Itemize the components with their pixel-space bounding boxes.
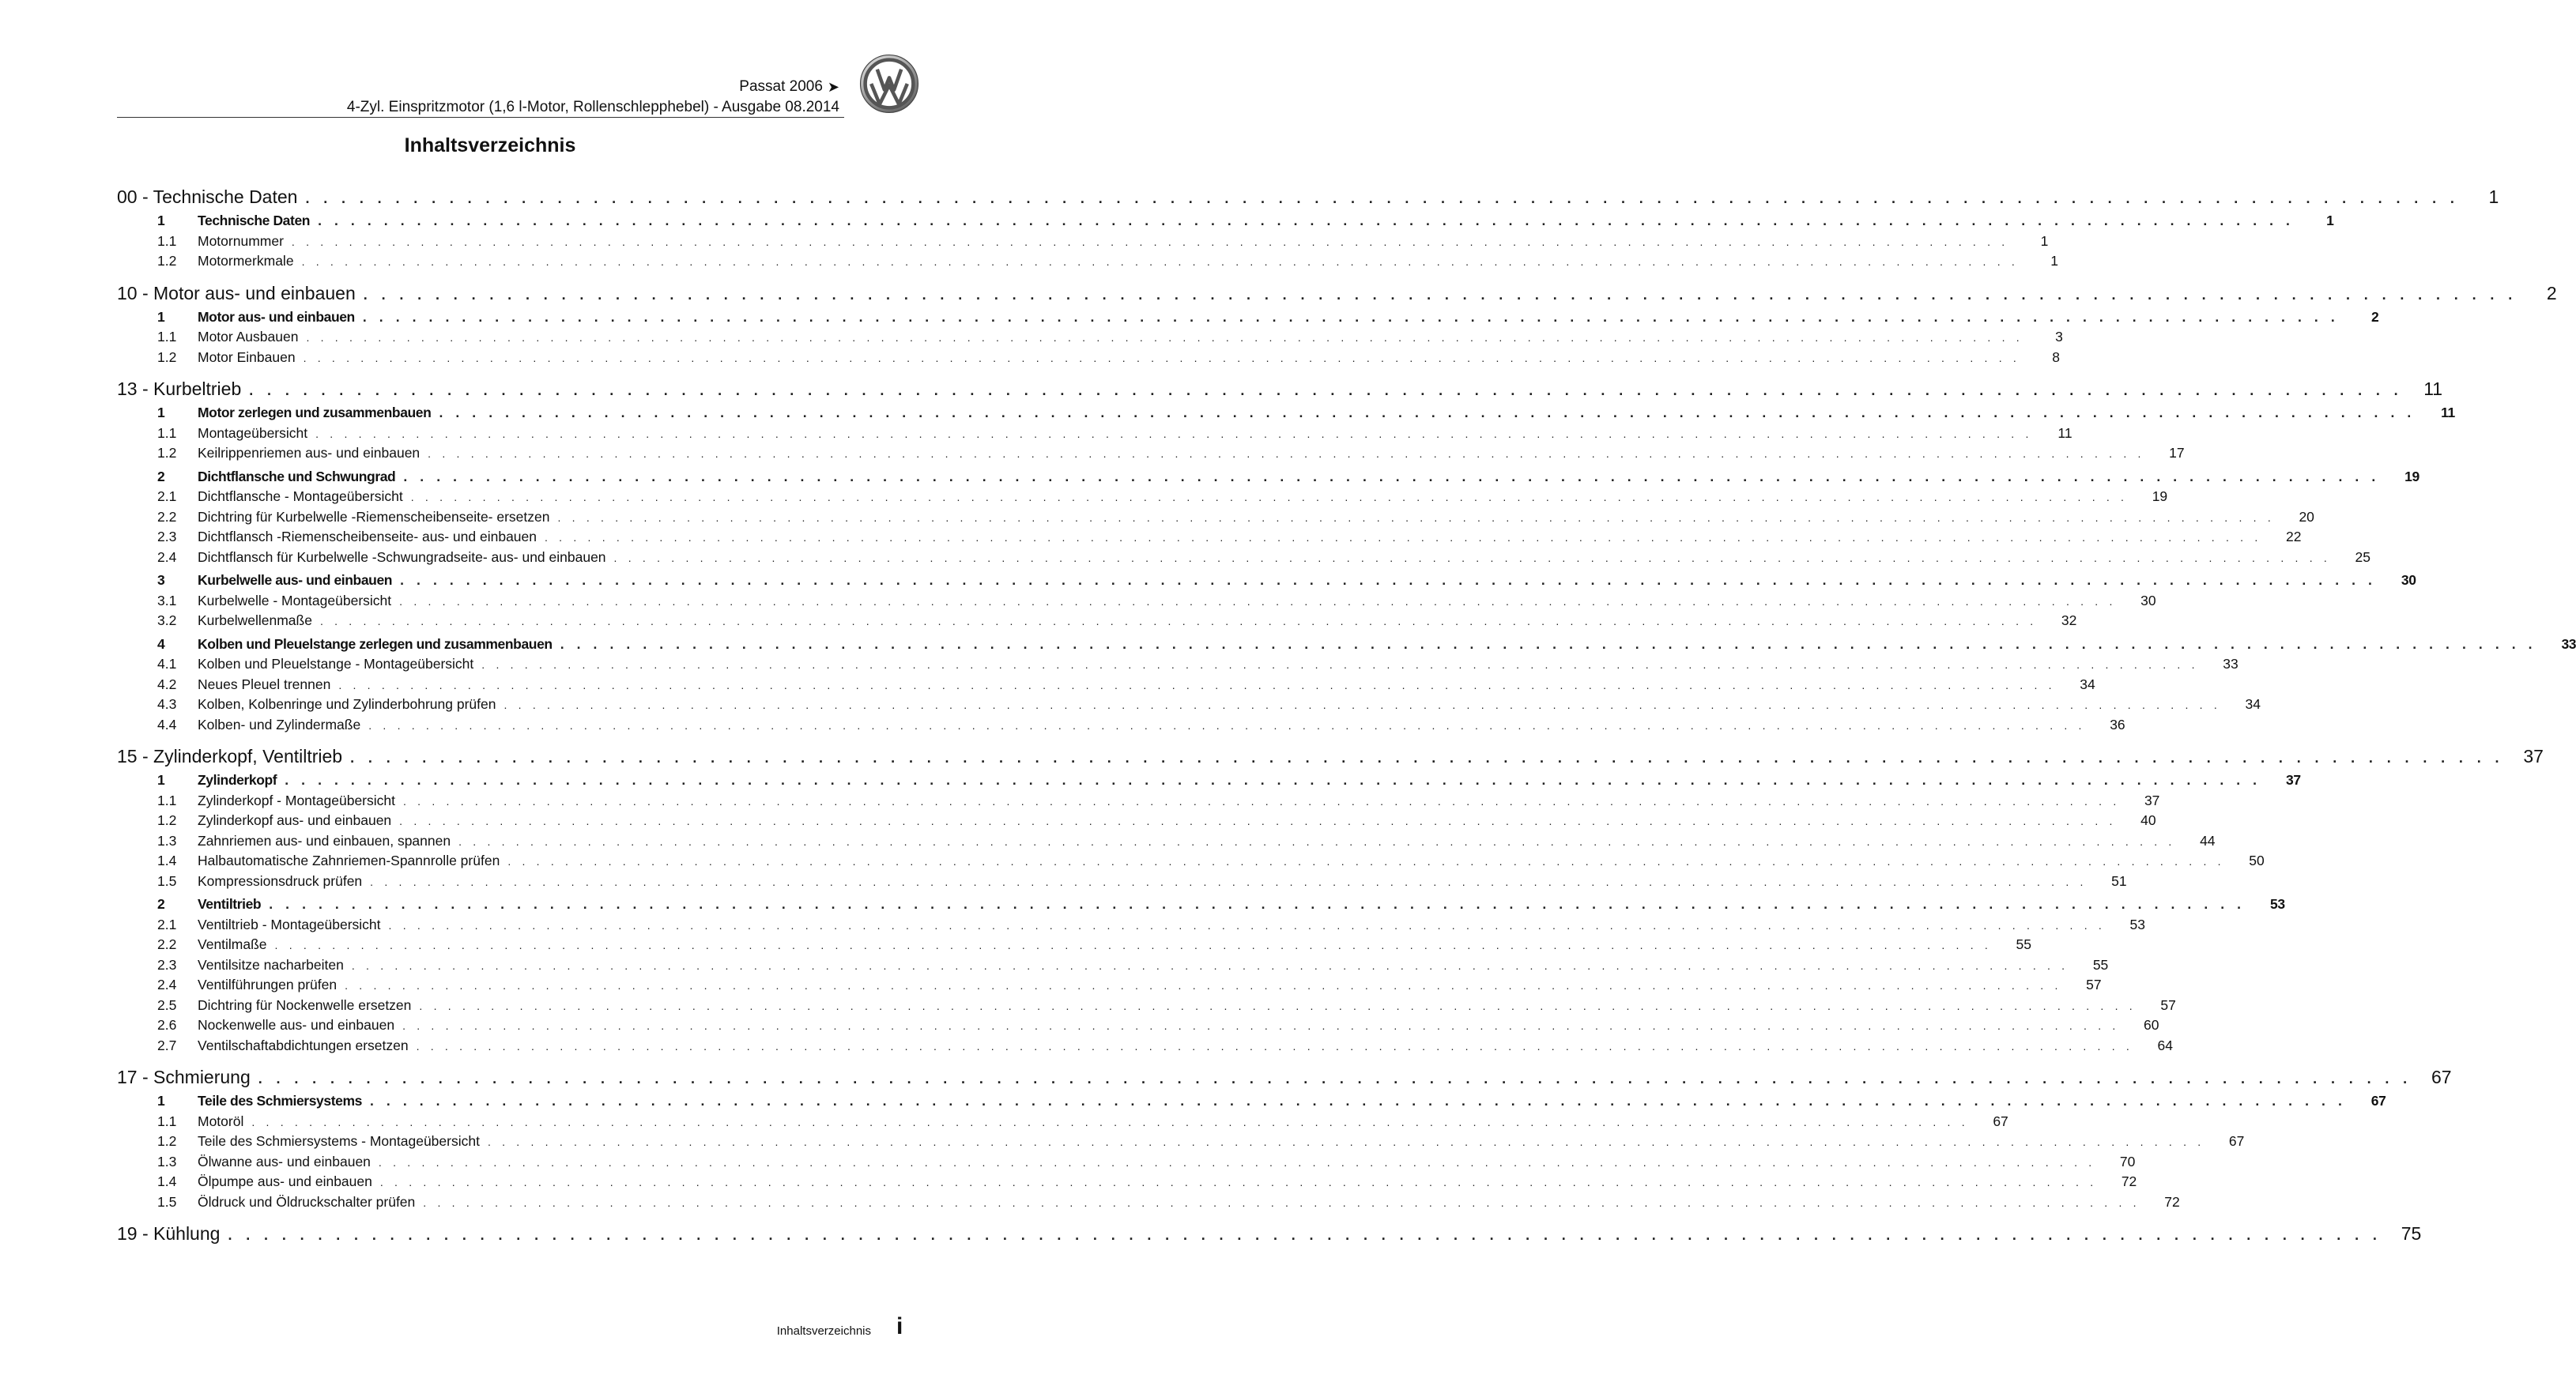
toc-leader-dots: . . . . . . . . . . . . . . . . . . . . . . . . . . . . . . . . . . . . . . . . . . . . . . . . . . . . . . . . . . . . . . . . . . . . . . . . . . . . . . . . . . . . . . . . . . . . . . . . . . . . . . . . . . . . . . . . . . . . . . . . bbox=[379, 1176, 2098, 1188]
toc-subsection[interactable] bbox=[117, 508, 2314, 529]
toc-number: 3.2 bbox=[157, 612, 177, 628]
toc-number: 3 bbox=[157, 572, 165, 588]
toc-subsection[interactable] bbox=[117, 1037, 2174, 1058]
toc-number: 1 bbox=[157, 308, 165, 325]
toc-page-number: 44 bbox=[2200, 832, 2216, 849]
toc-title: Kompressionsdruck prüfen bbox=[198, 872, 363, 889]
toc-title: Motor Einbauen bbox=[198, 348, 296, 365]
arrow-right-icon[interactable]: ➤ bbox=[827, 78, 839, 95]
toc-leader-dots: . . . . . . . . . . . . . . . . . . . . . . . . . . . . . . . . . . . . . . . . . . . . . . . . . . . . . . . . . . . . . . . . . . . . . . . . . . . . . . . . . . . . . . . . . . . . . . . . . . . . . . . . . . . . . . . . . . . . . . . . bbox=[369, 1093, 2347, 1109]
toc-title: Teile des Schmiersystems - Montageübersicht bbox=[198, 1133, 480, 1149]
toc-title: Ventiltrieb - Montageübersicht bbox=[198, 916, 381, 932]
footer-page-number: i bbox=[896, 1313, 903, 1339]
toc-title: Kurbelwelle - Montageübersicht bbox=[198, 592, 392, 608]
toc-subsection[interactable] bbox=[117, 529, 2302, 549]
toc-leader-dots: . . . . . . . . . . . . . . . . . . . . . . . . . . . . . . . . . . . . . . . . . . . . . . . . . . . . . . . . . . . . . . . . . . . . . . . . . . . . . . . . . . . . . . . . . . . . . . . . . . . . . . . . . . . . . . . . . . . . . . . . bbox=[319, 615, 2038, 627]
toc-title: Motor aus- und einbauen bbox=[198, 308, 355, 325]
toc-leader-dots: . . . . . . . . . . . . . . . . . . . . . . . . . . . . . . . . . . . . . . . . . . . . . . . . . . . . . . . . . . . . . . . . . . . . . . . . . . . . . . . . . . . . . . . . . . . . . . . . . . . . . . . . . . . . . . . . . . . . . . . . bbox=[557, 510, 2275, 524]
toc-subsection[interactable] bbox=[117, 676, 2095, 697]
toc-number: 1.1 bbox=[157, 232, 177, 249]
toc-subsection[interactable] bbox=[117, 696, 2261, 717]
toc-page-number: 36 bbox=[2110, 716, 2125, 733]
header-divider bbox=[117, 117, 844, 118]
toc-page-number: 2 bbox=[2546, 282, 2557, 303]
toc-number: 1.2 bbox=[157, 253, 177, 269]
toc-title: Dichtflansche und Schwungrad bbox=[198, 468, 396, 484]
toc-subsection[interactable] bbox=[117, 348, 2060, 370]
toc-page-number: 53 bbox=[2129, 916, 2145, 932]
toc-page-number: 53 bbox=[2269, 896, 2285, 912]
toc-number: 3.1 bbox=[157, 592, 177, 608]
toc-title: 19 - Kühlung bbox=[117, 1223, 221, 1244]
toc-number: 1 bbox=[157, 405, 165, 420]
toc-title: Motornummer bbox=[198, 232, 284, 249]
toc-page-number: 1 bbox=[2488, 186, 2499, 207]
toc-title: Zahnriemen aus- und einbauen, spannen bbox=[198, 832, 451, 849]
header-subtitle: 4-Zyl. Einspritzmotor (1,6 l-Motor, Rollenschlepphebel) - Ausgabe 08.2014 bbox=[346, 99, 839, 115]
toc-subsection[interactable] bbox=[117, 936, 2031, 957]
toc-chapter[interactable] bbox=[117, 379, 2443, 402]
toc-page-number: 37 bbox=[2144, 792, 2160, 808]
toc-title: Motor zerlegen und zusammenbauen bbox=[198, 405, 432, 420]
toc-leader-dots: . . . . . . . . . . . . . . . . . . . . . . . . . . . . . . . . . . . . . . . . . . . . . . . . . . . . . . . . . . . . . . . . . . . . . . . . . . . . . . . . . . . . . . . . . . . . . . . . . . . . . . . . . . . . . . . . . . . . . . . . bbox=[400, 572, 2377, 588]
toc-title: Nockenwelle aus- und einbauen bbox=[198, 1017, 395, 1033]
toc-number: 2.3 bbox=[157, 956, 177, 973]
toc-page-number: 51 bbox=[2111, 872, 2127, 889]
page-title: Inhaltsverzeichnis bbox=[404, 134, 576, 156]
toc-leader-dots: . . . . . . . . . . . . . . . . . . . . . . . . . . . . . . . . . . . . . . . . . . . . . . . . . . . . . . . . . . . . . . . . . . . . . . . . . . . . . . . . . . . . . . . . . . . . . . . . . . . . . . . . . . . . . . . . . . . . . . . . bbox=[301, 255, 2019, 268]
toc-page-number: 37 bbox=[2285, 772, 2301, 788]
toc-title: Motoröl bbox=[198, 1113, 244, 1129]
toc-leader-dots: . . . . . . . . . . . . . . . . . . . . . . . . . . . . . . . . . . . . . . . . . . . . . . . . . . . . . . . . . . . . . . . . . . . . . . . . . . . . . . . . . . . . . . . . . . . . . . . . . . . . . . . . . . . . . . . . . . . . . . . . bbox=[351, 959, 2069, 972]
toc-leader-dots: . . . . . . . . . . . . . . . . . . . . . . . . . . . . . . . . . . . . . . . . . . . . . . . . . . . . . . . . . . . . . . . . . . . . . . . . . . . . . . . . . . . . . . . . . . . . . . . . . . . . . . . . . . . . . . . . . . . . . . . . bbox=[402, 794, 2121, 808]
toc-leader-dots: . . . . . . . . . . . . . . . . . . . . . . . . . . . . . . . . . . . . . . . . . . . . . . . . . . . . . . . . . . . . . . . . . . . . . . . . . . . . . . . . . . . . . . . . . . . . . . . . . . . . . . . . . . . . . . . . . . . . . . . . bbox=[368, 718, 2086, 732]
toc-leader-dots: . . . . . . . . . . . . . . . . . . . . . . . . . . . . . . . . . . . . . . . . . . . . . . . . . . . . . . . . . . . . . . . . . . . . . . . . . . . . . . . . . . . . . . . . . . . . . . . . . . . . . . . . . . . . . . . . . . . . . . . . bbox=[419, 999, 2137, 1012]
toc-leader-dots: . . . . . . . . . . . . . . . . . . . . . . . . . . . . . . . . . . . . . . . . . . . . . . . . . . . . . . . . . . . . . . . . . . . . . . . . . . . . . . . . . . . . . . . . . . . . . . . . . . . . . . . . . . . . . . . . . . . . . . . . bbox=[258, 1071, 2412, 1087]
toc-leader-dots: . . . . . . . . . . . . . . . . . . . . . . . . . . . . . . . . . . . . . . . . . . . . . . . . . . . . . . . . . . . . . . . . . . . . . . . . . . . . . . . . . . . . . . . . . . . . . . . . . . . . . . . . . . . . . . . . . . . . . . . . bbox=[251, 1115, 1969, 1128]
toc-leader-dots: . . . . . . . . . . . . . . . . . . . . . . . . . . . . . . . . . . . . . . . . . . . . . . . . . . . . . . . . . . . . . . . . . . . . . . . . . . . . . . . . . . . . . . . . . . . . . . . . . . . . . . . . . . . . . . . . . . . . . . . . bbox=[370, 875, 2088, 888]
toc-number: 2.7 bbox=[157, 1037, 177, 1053]
toc-number: 1.2 bbox=[157, 348, 177, 365]
toc-section[interactable] bbox=[117, 896, 2285, 917]
toc-page-number: 75 bbox=[2401, 1223, 2422, 1244]
toc-leader-dots: . . . . . . . . . . . . . . . . . . . . . . . . . . . . . . . . . . . . . . . . . . . . . . . . . . . . . . . . . . . . . . . . . . . . . . . . . . . . . . . . . . . . . . . . . . . . . . . . . . . . . . . . . . . . . . . . . . . . . . . . bbox=[338, 678, 2056, 691]
toc-title: Dichtflansch -Riemenscheibenseite- aus- und einbauen bbox=[198, 529, 537, 544]
toc-page-number: 34 bbox=[2245, 696, 2261, 712]
toc-number: 1.3 bbox=[157, 832, 177, 849]
toc-subsection[interactable] bbox=[117, 996, 2176, 1018]
toc-subsection[interactable] bbox=[117, 253, 2058, 273]
toc-title: Dichtring für Nockenwelle ersetzen bbox=[198, 996, 412, 1013]
toc-page-number: 30 bbox=[2401, 572, 2416, 588]
toc-page-number: 57 bbox=[2160, 996, 2176, 1013]
toc-section[interactable] bbox=[117, 468, 2419, 489]
toc-page-number: 40 bbox=[2140, 812, 2156, 828]
toc-page-number: 3 bbox=[2055, 329, 2063, 345]
toc-page-number: 67 bbox=[2228, 1133, 2245, 1149]
toc-page-number: 11 bbox=[2441, 405, 2455, 420]
toc-page-number: 33 bbox=[2223, 656, 2238, 672]
toc-subsection[interactable] bbox=[117, 424, 2072, 446]
toc-subsection[interactable] bbox=[117, 916, 2145, 937]
toc-number: 1.1 bbox=[157, 424, 177, 441]
toc-title: 17 - Schmierung bbox=[117, 1067, 251, 1087]
toc-leader-dots: . . . . . . . . . . . . . . . . . . . . . . . . . . . . . . . . . . . . . . . . . . . . . . . . . . . . . . . . . . . . . . . . . . . . . . . . . . . . . . . . . . . . . . . . . . . . . . . . . . . . . . . . . . . . . . . . . . . . . . . . bbox=[350, 750, 2504, 766]
toc-title: Neues Pleuel trennen bbox=[198, 676, 331, 692]
toc-leader-dots: . . . . . . . . . . . . . . . . . . . . . . . . . . . . . . . . . . . . . . . . . . . . . . . . . . . . . . . . . . . . . . . . . . . . . . . . . . . . . . . . . . . . . . . . . . . . . . . . . . . . . . . . . . . . . . . . . . . . . . . . bbox=[249, 382, 2404, 398]
toc-section[interactable] bbox=[117, 772, 2301, 793]
toc-number: 1.2 bbox=[157, 1133, 177, 1149]
toc-leader-dots: . . . . . . . . . . . . . . . . . . . . . . . . . . . . . . . . . . . . . . . . . . . . . . . . . . . . . . . . . . . . . . . . . . . . . . . . . . . . . . . . . . . . . . . . . . . . . . . . . . . . . . . . . . . . . . . . . . . . . . . . bbox=[560, 635, 2537, 652]
toc-page-number: 55 bbox=[2016, 936, 2031, 952]
toc-page-number: 1 bbox=[2050, 253, 2058, 269]
toc-subsection[interactable] bbox=[117, 488, 2168, 509]
toc-number: 1.3 bbox=[157, 1153, 177, 1169]
toc-leader-dots: . . . . . . . . . . . . . . . . . . . . . . . . . . . . . . . . . . . . . . . . . . . . . . . . . . . . . . . . . . . . . . . . . . . . . . . . . . . . . . . . . . . . . . . . . . . . . . . . . . . . . . . . . . . . . . . . . . . . . . . . bbox=[291, 235, 2009, 248]
toc-page-number: 64 bbox=[2157, 1037, 2174, 1053]
toc-leader-dots: . . . . . . . . . . . . . . . . . . . . . . . . . . . . . . . . . . . . . . . . . . . . . . . . . . . . . . . . . . . . . . . . . . . . . . . . . . . . . . . . . . . . . . . . . . . . . . . . . . . . . . . . . . . . . . . . . . . . . . . . bbox=[416, 1039, 2134, 1053]
toc-title: 13 - Kurbeltrieb bbox=[117, 379, 242, 399]
toc-subsection[interactable] bbox=[117, 853, 2265, 873]
toc-chapter[interactable] bbox=[117, 746, 2544, 770]
toc-subsection[interactable] bbox=[117, 548, 2370, 570]
toc-subsection[interactable] bbox=[117, 1153, 2136, 1174]
toc-subsection[interactable] bbox=[117, 1017, 2159, 1038]
toc-subsection[interactable] bbox=[117, 1133, 2245, 1154]
header-model-text: Passat 2006 bbox=[739, 78, 823, 95]
toc-subsection[interactable] bbox=[117, 445, 2185, 465]
toc-title: Montageübersicht bbox=[198, 424, 308, 441]
toc-title: Motor Ausbauen bbox=[198, 329, 299, 345]
toc-page-number: 72 bbox=[2121, 1173, 2137, 1189]
toc-number: 4.3 bbox=[157, 696, 177, 712]
toc-title: Ventilführungen prüfen bbox=[198, 977, 338, 992]
toc-title: Ventilmaße bbox=[198, 936, 267, 952]
toc-page-number: 19 bbox=[2404, 468, 2419, 484]
toc-leader-dots: . . . . . . . . . . . . . . . . . . . . . . . . . . . . . . . . . . . . . . . . . . . . . . . . . . . . . . . . . . . . . . . . . . . . . . . . . . . . . . . . . . . . . . . . . . . . . . . . . . . . . . . . . . . . . . . . . . . . . . . . bbox=[303, 351, 2020, 364]
toc-leader-dots: . . . . . . . . . . . . . . . . . . . . . . . . . . . . . . . . . . . . . . . . . . . . . . . . . . . . . . . . . . . . . . . . . . . . . . . . . . . . . . . . . . . . . . . . . . . . . . . . . . . . . . . . . . . . . . . . . . . . . . . . bbox=[399, 594, 2117, 608]
toc-subsection[interactable] bbox=[117, 956, 2109, 977]
toc-page-number: 33 bbox=[2561, 635, 2576, 652]
toc-subsection[interactable] bbox=[117, 656, 2238, 676]
toc-title: Ventiltrieb bbox=[198, 896, 262, 912]
toc-leader-dots: . . . . . . . . . . . . . . . . . . . . . . . . . . . . . . . . . . . . . . . . . . . . . . . . . . . . . . . . . . . . . . . . . . . . . . . . . . . . . . . . . . . . . . . . . . . . . . . . . . . . . . . . . . . . . . . . . . . . . . . . bbox=[269, 896, 2246, 912]
toc-title: Zylinderkopf - Montageübersicht bbox=[198, 792, 395, 808]
toc-leader-dots: . . . . . . . . . . . . . . . . . . . . . . . . . . . . . . . . . . . . . . . . . . . . . . . . . . . . . . . . . . . . . . . . . . . . . . . . . . . . . . . . . . . . . . . . . . . . . . . . . . . . . . . . . . . . . . . . . . . . . . . . bbox=[481, 658, 2199, 671]
toc-subsection[interactable] bbox=[117, 1113, 2008, 1134]
toc-leader-dots: . . . . . . . . . . . . . . . . . . . . . . . . . . . . . . . . . . . . . . . . . . . . . . . . . . . . . . . . . . . . . . . . . . . . . . . . . . . . . . . . . . . . . . . . . . . . . . . . . . . . . . . . . . . . . . . . . . . . . . . . bbox=[403, 468, 2380, 484]
toc-leader-dots: . . . . . . . . . . . . . . . . . . . . . . . . . . . . . . . . . . . . . . . . . . . . . . . . . . . . . . . . . . . . . . . . . . . . . . . . . . . . . . . . . . . . . . . . . . . . . . . . . . . . . . . . . . . . . . . . . . . . . . . . bbox=[362, 308, 2340, 325]
toc-chapter[interactable] bbox=[117, 282, 2557, 307]
toc-number: 1.1 bbox=[157, 792, 177, 808]
toc-subsection[interactable] bbox=[117, 329, 2063, 349]
toc-leader-dots: . . . . . . . . . . . . . . . . . . . . . . . . . . . . . . . . . . . . . . . . . . . . . . . . . . . . . . . . . . . . . . . . . . . . . . . . . . . . . . . . . . . . . . . . . . . . . . . . . . . . . . . . . . . . . . . . . . . . . . . . bbox=[410, 491, 2129, 503]
toc-section[interactable] bbox=[117, 405, 2455, 425]
toc-leader-dots: . . . . . . . . . . . . . . . . . . . . . . . . . . . . . . . . . . . . . . . . . . . . . . . . . . . . . . . . . . . . . . . . . . . . . . . . . . . . . . . . . . . . . . . . . . . . . . . . . . . . . . . . . . . . . . . . . . . . . . . . bbox=[363, 286, 2518, 303]
toc-title: 00 - Technische Daten bbox=[117, 186, 298, 207]
toc-title: Zylinderkopf bbox=[198, 772, 277, 788]
toc-title: Keilrippenriemen aus- und einbauen bbox=[198, 445, 421, 461]
toc-subsection[interactable] bbox=[117, 872, 2127, 894]
toc-title: Teile des Schmiersystems bbox=[198, 1093, 362, 1109]
toc-leader-dots: . . . . . . . . . . . . . . . . . . . . . . . . . . . . . . . . . . . . . . . . . . . . . . . . . . . . . . . . . . . . . . . . . . . . . . . . . . . . . . . . . . . . . . . . . . . . . . . . . . . . . . . . . . . . . . . . . . . . . . . . bbox=[504, 699, 2221, 711]
toc-leader-dots: . . . . . . . . . . . . . . . . . . . . . . . . . . . . . . . . . . . . . . . . . . . . . . . . . . . . . . . . . . . . . . . . . . . . . . . . . . . . . . . . . . . . . . . . . . . . . . . . . . . . . . . . . . . . . . . . . . . . . . . . bbox=[306, 331, 2023, 344]
toc-number: 2.5 bbox=[157, 996, 177, 1013]
toc-subsection[interactable] bbox=[117, 832, 2216, 853]
toc-subsection[interactable] bbox=[117, 232, 2049, 254]
toc-page-number: 67 bbox=[1993, 1113, 2008, 1129]
toc-title: Ventilsitze nacharbeiten bbox=[198, 956, 344, 973]
toc-leader-dots: . . . . . . . . . . . . . . . . . . . . . . . . . . . . . . . . . . . . . . . . . . . . . . . . . . . . . . . . . . . . . . . . . . . . . . . . . . . . . . . . . . . . . . . . . . . . . . . . . . . . . . . . . . . . . . . . . . . . . . . . bbox=[285, 772, 2261, 788]
toc-number: 1.5 bbox=[157, 1193, 177, 1210]
toc-leader-dots: . . . . . . . . . . . . . . . . . . . . . . . . . . . . . . . . . . . . . . . . . . . . . . . . . . . . . . . . . . . . . . . . . . . . . . . . . . . . . . . . . . . . . . . . . . . . . . . . . . . . . . . . . . . . . . . . . . . . . . . . bbox=[388, 918, 2106, 932]
toc-title: Kolben und Pleuelstange zerlegen und zusammenbauen bbox=[198, 635, 553, 652]
toc-number: 4.2 bbox=[157, 676, 177, 692]
toc-subsection[interactable] bbox=[117, 612, 2077, 633]
toc-title: Kolben, Kolbenringe und Zylinderbohrung prüfen bbox=[198, 696, 496, 712]
toc-page-number: 19 bbox=[2152, 488, 2168, 504]
toc-number: 1.1 bbox=[157, 1113, 177, 1129]
toc-number: 1.5 bbox=[157, 872, 177, 889]
toc-subsection[interactable] bbox=[117, 1173, 2137, 1194]
toc-leader-dots: . . . . . . . . . . . . . . . . . . . . . . . . . . . . . . . . . . . . . . . . . . . . . . . . . . . . . . . . . . . . . . . . . . . . . . . . . . . . . . . . . . . . . . . . . . . . . . . . . . . . . . . . . . . . . . . . . . . . . . . . bbox=[487, 1136, 2205, 1148]
toc-page-number: 32 bbox=[2061, 612, 2077, 628]
toc-leader-dots: . . . . . . . . . . . . . . . . . . . . . . . . . . . . . . . . . . . . . . . . . . . . . . . . . . . . . . . . . . . . . . . . . . . . . . . . . . . . . . . . . . . . . . . . . . . . . . . . . . . . . . . . . . . . . . . . . . . . . . . . bbox=[318, 213, 2295, 228]
toc-title: Ölwanne aus- und einbauen bbox=[198, 1153, 371, 1169]
toc-page-number: 1 bbox=[2040, 232, 2049, 249]
header-model bbox=[739, 78, 839, 96]
toc-page-number: 20 bbox=[2299, 508, 2314, 525]
toc-title: 10 - Motor aus- und einbauen bbox=[117, 282, 356, 303]
toc-page-number: 37 bbox=[2523, 746, 2544, 766]
toc-leader-dots: . . . . . . . . . . . . . . . . . . . . . . . . . . . . . . . . . . . . . . . . . . . . . . . . . . . . . . . . . . . . . . . . . . . . . . . . . . . . . . . . . . . . . . . . . . . . . . . . . . . . . . . . . . . . . . . . . . . . . . . . bbox=[613, 551, 2331, 564]
toc-page-number: 22 bbox=[2285, 529, 2302, 544]
toc-number: 2.1 bbox=[157, 488, 177, 504]
toc-title: Technische Daten bbox=[198, 213, 311, 228]
toc-title: Zylinderkopf aus- und einbauen bbox=[198, 812, 392, 828]
vw-logo bbox=[859, 54, 919, 114]
toc-page-number: 11 bbox=[2057, 424, 2072, 441]
toc-title: Motormerkmale bbox=[198, 253, 294, 269]
toc-title: Dichtflansche - Montageübersicht bbox=[198, 488, 403, 504]
toc-page-number: 8 bbox=[2052, 348, 2060, 365]
toc-number: 1 bbox=[157, 1093, 165, 1109]
toc-section[interactable] bbox=[117, 213, 2334, 233]
toc-leader-dots: . . . . . . . . . . . . . . . . . . . . . . . . . . . . . . . . . . . . . . . . . . . . . . . . . . . . . . . . . . . . . . . . . . . . . . . . . . . . . . . . . . . . . . . . . . . . . . . . . . . . . . . . . . . . . . . . . . . . . . . . bbox=[423, 1196, 2140, 1209]
toc-leader-dots: . . . . . . . . . . . . . . . . . . . . . . . . . . . . . . . . . . . . . . . . . . . . . . . . . . . . . . . . . . . . . . . . . . . . . . . . . . . . . . . . . . . . . . . . . . . . . . . . . . . . . . . . . . . . . . . . . . . . . . . . bbox=[315, 427, 2033, 440]
toc-number: 1.2 bbox=[157, 445, 177, 461]
toc-title: Dichtflansch für Kurbelwelle -Schwungradseite- aus- und einbauen bbox=[198, 548, 606, 565]
toc-section[interactable] bbox=[117, 308, 2379, 330]
toc-number: 2.6 bbox=[157, 1017, 177, 1033]
toc-number: 1.1 bbox=[157, 329, 177, 345]
toc-title: Ventilschaftabdichtungen ersetzen bbox=[198, 1037, 409, 1053]
toc-leader-dots: . . . . . . . . . . . . . . . . . . . . . . . . . . . . . . . . . . . . . . . . . . . . . . . . . . . . . . . . . . . . . . . . . . . . . . . . . . . . . . . . . . . . . . . . . . . . . . . . . . . . . . . . . . . . . . . . . . . . . . . . bbox=[305, 190, 2460, 206]
toc-subsection[interactable] bbox=[117, 792, 2160, 813]
toc-number: 2.2 bbox=[157, 936, 177, 952]
toc-number: 4 bbox=[157, 635, 165, 652]
toc-chapter[interactable] bbox=[117, 1223, 2422, 1247]
toc-number: 1.4 bbox=[157, 853, 177, 868]
toc-page-number: 57 bbox=[2086, 977, 2102, 992]
toc-leader-dots: . . . . . . . . . . . . . . . . . . . . . . . . . . . . . . . . . . . . . . . . . . . . . . . . . . . . . . . . . . . . . . . . . . . . . . . . . . . . . . . . . . . . . . . . . . . . . . . . . . . . . . . . . . . . . . . . . . . . . . . . bbox=[507, 855, 2225, 868]
toc-page-number: 55 bbox=[2092, 956, 2109, 973]
toc-section[interactable] bbox=[117, 635, 2576, 657]
toc-subsection[interactable] bbox=[117, 592, 2156, 613]
toc-leader-dots: . . . . . . . . . . . . . . . . . . . . . . . . . . . . . . . . . . . . . . . . . . . . . . . . . . . . . . . . . . . . . . . . . . . . . . . . . . . . . . . . . . . . . . . . . . . . . . . . . . . . . . . . . . . . . . . . . . . . . . . . bbox=[439, 405, 2416, 420]
toc-leader-dots: . . . . . . . . . . . . . . . . . . . . . . . . . . . . . . . . . . . . . . . . . . . . . . . . . . . . . . . . . . . . . . . . . . . . . . . . . . . . . . . . . . . . . . . . . . . . . . . . . . . . . . . . . . . . . . . . . . . . . . . . bbox=[458, 834, 2176, 848]
toc-subsection[interactable] bbox=[117, 716, 2125, 737]
table-of-contents bbox=[117, 186, 2576, 1249]
toc-number: 2.2 bbox=[157, 508, 177, 525]
toc-subsection[interactable] bbox=[117, 977, 2102, 997]
toc-subsection[interactable] bbox=[117, 812, 2156, 833]
toc-title: Kolben und Pleuelstange - Montageübersicht bbox=[198, 656, 474, 672]
toc-leader-dots: . . . . . . . . . . . . . . . . . . . . . . . . . . . . . . . . . . . . . . . . . . . . . . . . . . . . . . . . . . . . . . . . . . . . . . . . . . . . . . . . . . . . . . . . . . . . . . . . . . . . . . . . . . . . . . . . . . . . . . . . bbox=[402, 1019, 2120, 1032]
toc-number: 4.4 bbox=[157, 716, 177, 733]
toc-number: 4.1 bbox=[157, 656, 177, 672]
toc-title: Kurbelwellenmaße bbox=[198, 612, 312, 628]
toc-page-number: 67 bbox=[2431, 1067, 2452, 1087]
toc-number: 1 bbox=[157, 772, 165, 788]
toc-number: 1 bbox=[157, 213, 165, 228]
toc-number: 1.4 bbox=[157, 1173, 177, 1189]
toc-page-number: 70 bbox=[2119, 1153, 2136, 1169]
toc-section[interactable] bbox=[117, 1093, 2386, 1113]
toc-number: 2.4 bbox=[157, 548, 177, 565]
toc-number: 2.1 bbox=[157, 916, 177, 932]
footer-label: Inhaltsverzeichnis bbox=[776, 1324, 871, 1338]
toc-section[interactable] bbox=[117, 572, 2416, 593]
toc-leader-dots: . . . . . . . . . . . . . . . . . . . . . . . . . . . . . . . . . . . . . . . . . . . . . . . . . . . . . . . . . . . . . . . . . . . . . . . . . . . . . . . . . . . . . . . . . . . . . . . . . . . . . . . . . . . . . . . . . . . . . . . . bbox=[399, 815, 2117, 827]
toc-page-number: 1 bbox=[2326, 213, 2334, 228]
toc-page-number: 2 bbox=[2370, 308, 2379, 325]
toc-page-number: 25 bbox=[2355, 548, 2370, 565]
toc-page-number: 30 bbox=[2140, 592, 2156, 608]
toc-page-number: 72 bbox=[2164, 1193, 2180, 1210]
toc-leader-dots: . . . . . . . . . . . . . . . . . . . . . . . . . . . . . . . . . . . . . . . . . . . . . . . . . . . . . . . . . . . . . . . . . . . . . . . . . . . . . . . . . . . . . . . . . . . . . . . . . . . . . . . . . . . . . . . . . . . . . . . . bbox=[378, 1155, 2096, 1169]
toc-title: Dichtring für Kurbelwelle -Riemenscheibenseite- ersetzen bbox=[198, 508, 550, 525]
toc-page-number: 34 bbox=[2080, 676, 2095, 692]
toc-leader-dots: . . . . . . . . . . . . . . . . . . . . . . . . . . . . . . . . . . . . . . . . . . . . . . . . . . . . . . . . . . . . . . . . . . . . . . . . . . . . . . . . . . . . . . . . . . . . . . . . . . . . . . . . . . . . . . . . . . . . . . . . bbox=[545, 531, 2262, 544]
toc-title: Ölpumpe aus- und einbauen bbox=[198, 1173, 372, 1189]
toc-title: 15 - Zylinderkopf, Ventiltrieb bbox=[117, 746, 343, 766]
toc-number: 1.2 bbox=[157, 812, 177, 828]
toc-leader-dots: . . . . . . . . . . . . . . . . . . . . . . . . . . . . . . . . . . . . . . . . . . . . . . . . . . . . . . . . . . . . . . . . . . . . . . . . . . . . . . . . . . . . . . . . . . . . . . . . . . . . . . . . . . . . . . . . . . . . . . . . bbox=[228, 1227, 2382, 1243]
toc-page-number: 17 bbox=[2169, 445, 2185, 461]
toc-chapter[interactable] bbox=[117, 186, 2499, 210]
toc-title: Kurbelwelle aus- und einbauen bbox=[198, 572, 393, 588]
toc-number: 2 bbox=[157, 896, 165, 912]
toc-leader-dots: . . . . . . . . . . . . . . . . . . . . . . . . . . . . . . . . . . . . . . . . . . . . . . . . . . . . . . . . . . . . . . . . . . . . . . . . . . . . . . . . . . . . . . . . . . . . . . . . . . . . . . . . . . . . . . . . . . . . . . . . bbox=[428, 447, 2145, 460]
toc-page-number: 11 bbox=[2423, 379, 2443, 399]
toc-number: 2.3 bbox=[157, 529, 177, 544]
toc-page-number: 60 bbox=[2144, 1017, 2159, 1033]
toc-leader-dots: . . . . . . . . . . . . . . . . . . . . . . . . . . . . . . . . . . . . . . . . . . . . . . . . . . . . . . . . . . . . . . . . . . . . . . . . . . . . . . . . . . . . . . . . . . . . . . . . . . . . . . . . . . . . . . . . . . . . . . . . bbox=[274, 939, 1992, 951]
toc-leader-dots: . . . . . . . . . . . . . . . . . . . . . . . . . . . . . . . . . . . . . . . . . . . . . . . . . . . . . . . . . . . . . . . . . . . . . . . . . . . . . . . . . . . . . . . . . . . . . . . . . . . . . . . . . . . . . . . . . . . . . . . . bbox=[345, 979, 2062, 992]
toc-subsection[interactable] bbox=[117, 1193, 2180, 1215]
toc-title: Öldruck und Öldruckschalter prüfen bbox=[198, 1193, 416, 1210]
toc-page-number: 50 bbox=[2249, 853, 2265, 868]
toc-number: 2.4 bbox=[157, 977, 177, 992]
toc-page-number: 67 bbox=[2370, 1093, 2386, 1109]
toc-number: 2 bbox=[157, 468, 165, 484]
toc-chapter[interactable] bbox=[117, 1067, 2452, 1090]
toc-title: Halbautomatische Zahnriemen-Spannrolle prüfen bbox=[198, 853, 500, 868]
toc-title: Kolben- und Zylindermaße bbox=[198, 716, 361, 733]
